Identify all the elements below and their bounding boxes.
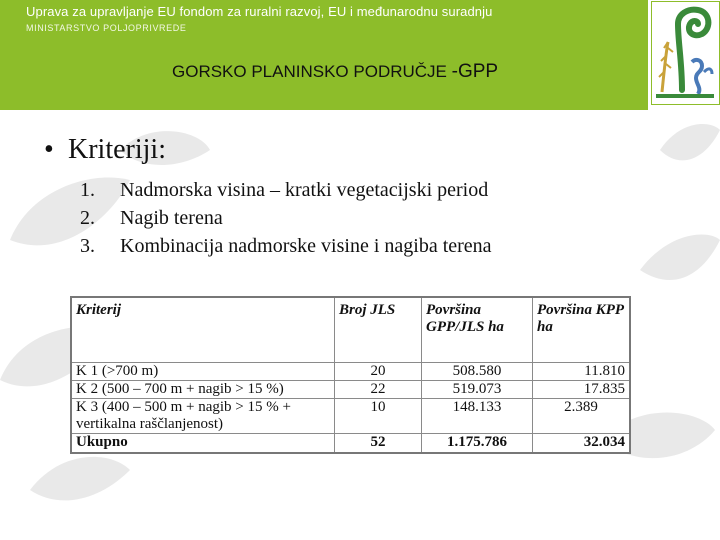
- list-item: [80, 232, 492, 260]
- list-item: [80, 204, 492, 232]
- list-item-text: Nagib terena: [120, 207, 223, 229]
- header-povrsina-kpp: Površina KPP ha: [533, 297, 631, 363]
- list-item-number: 3.: [80, 235, 95, 257]
- ministry-logo-icon: [651, 1, 720, 105]
- criteria-heading-label: Kriteriji:: [68, 134, 166, 165]
- cell-broj: 10: [335, 399, 422, 434]
- cell-kriterij: K 1 (>700 m): [71, 363, 335, 381]
- slide-title: [172, 61, 498, 83]
- cell-total-broj: 52: [335, 434, 422, 454]
- cell-total-kpp: 32.034: [533, 434, 631, 454]
- list-item-number: 2.: [80, 207, 95, 229]
- bullet-dot: •: [44, 134, 54, 165]
- list-item-text: Kombinacija nadmorske visine i nagiba terena: [120, 235, 492, 257]
- list-item-text: Nadmorska visina – kratki vegetacijski period: [120, 179, 489, 201]
- ministry-name: MINISTARSTVO POLJOPRIVREDE: [26, 23, 187, 33]
- cell-total-label: Ukupno: [71, 434, 335, 454]
- cell-kpp: 2.389: [533, 399, 631, 434]
- list-item-number: 1.: [80, 179, 95, 201]
- criteria-table: [70, 296, 631, 454]
- cell-kpp: 11.810: [533, 363, 631, 381]
- table-row: [71, 381, 630, 399]
- cell-gpp: 508.580: [422, 363, 533, 381]
- table-row: [71, 399, 630, 434]
- cell-broj: 20: [335, 363, 422, 381]
- header-povrsina-gpp: Površina GPP/JLS ha: [422, 297, 533, 363]
- cell-kriterij: K 3 (400 – 500 m + nagib > 15 % + vertikalna raščlanjenost): [71, 399, 335, 434]
- org-name: Uprava za upravljanje EU fondom za ruralni razvoj, EU i međunarodnu suradnju: [26, 4, 493, 19]
- cell-gpp: 148.133: [422, 399, 533, 434]
- cell-kpp: 17.835: [533, 381, 631, 399]
- title-main: GORSKO PLANINSKO PODRUČJE: [172, 62, 447, 81]
- title-abbrev: -GPP: [451, 61, 499, 82]
- table-total-row: [71, 434, 630, 454]
- criteria-list: [80, 176, 492, 260]
- list-item: [80, 176, 492, 204]
- criteria-heading: [44, 134, 166, 166]
- cell-gpp: 519.073: [422, 381, 533, 399]
- header-kriterij: Kriterij: [71, 297, 335, 363]
- table-row: [71, 363, 630, 381]
- header-broj-jls: Broj JLS: [335, 297, 422, 363]
- cell-kriterij: K 2 (500 – 700 m + nagib > 15 %): [71, 381, 335, 399]
- cell-total-gpp: 1.175.786: [422, 434, 533, 454]
- cell-broj: 22: [335, 381, 422, 399]
- table-header-row: [71, 297, 630, 363]
